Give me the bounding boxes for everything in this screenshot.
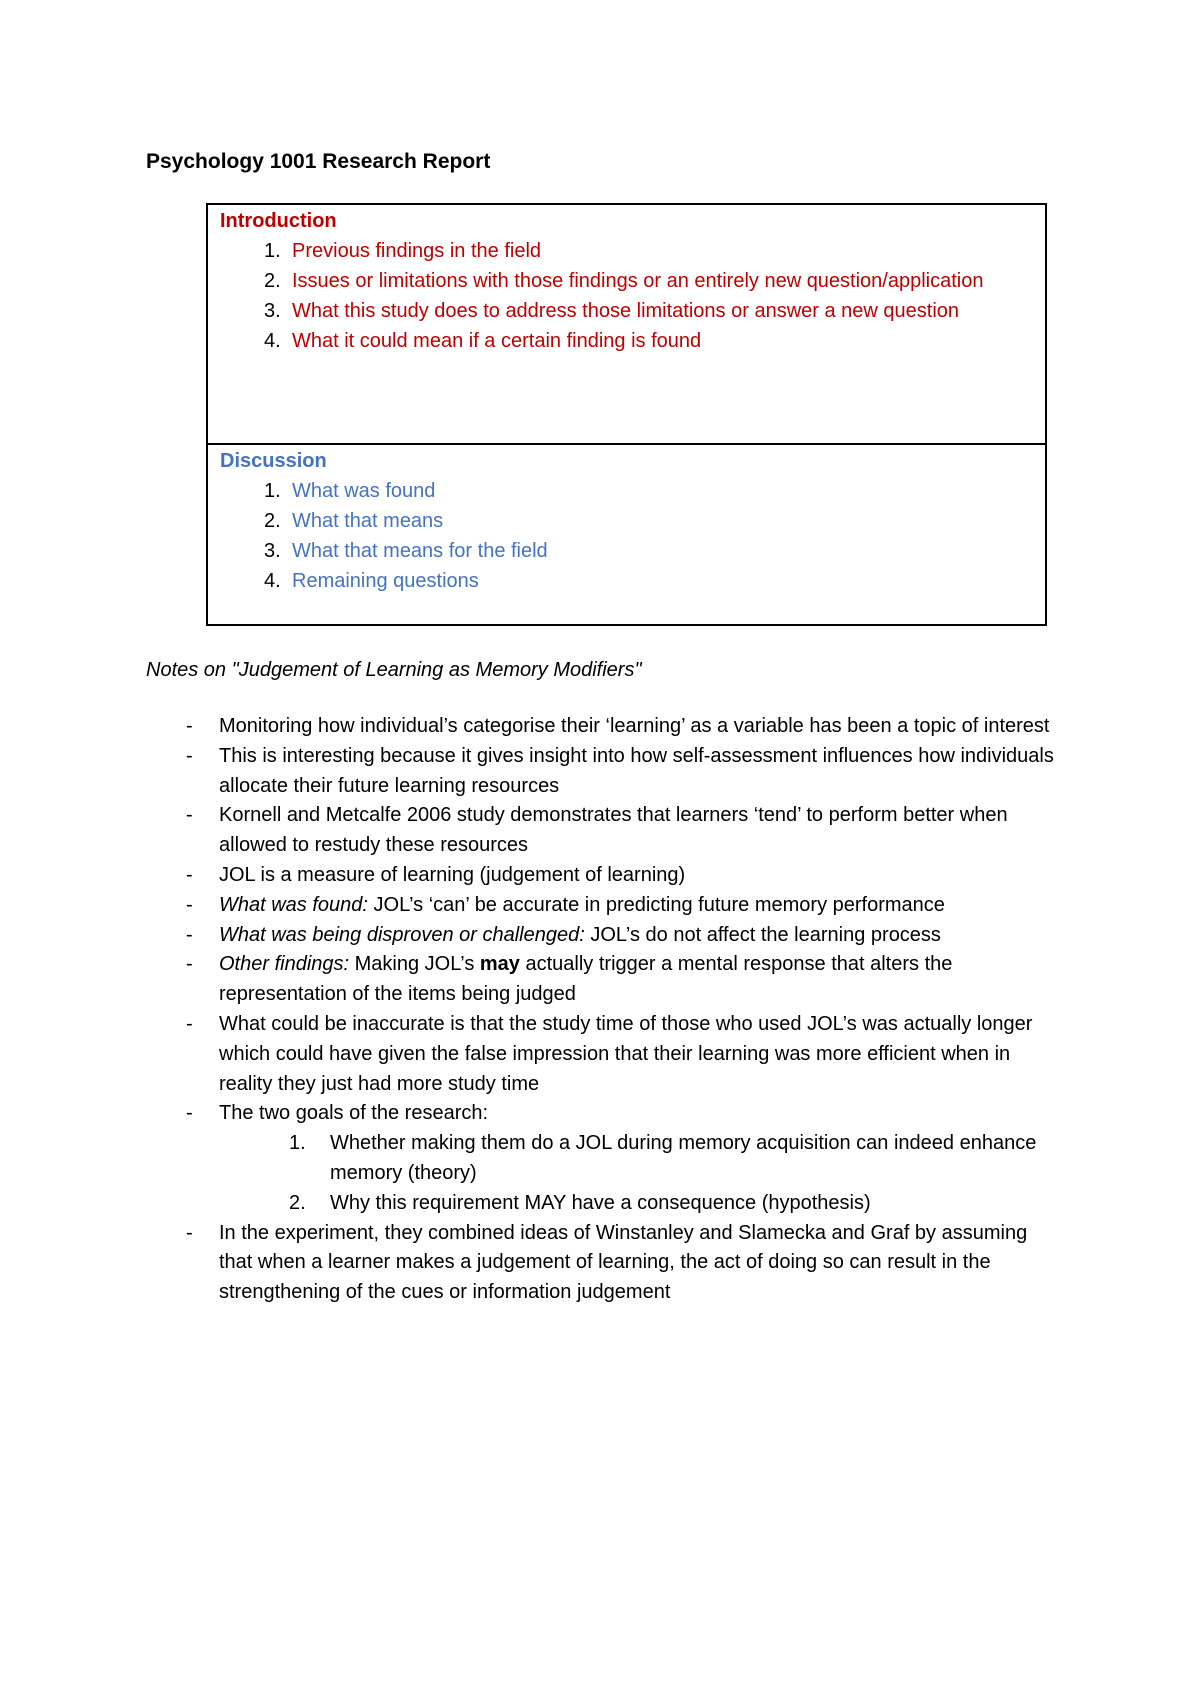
list-number: 1. [264,240,281,262]
note-item [146,1010,1066,1099]
note-label: What was found: [219,893,368,916]
list-text: What was found [292,480,436,502]
dash-bullet: - [186,893,193,916]
note-item [146,1099,1066,1218]
dash-bullet: - [186,863,193,886]
note-label: Other findings: [219,953,350,976]
discussion-item [220,506,1031,536]
list-number: 4. [264,570,281,592]
discussion-heading: Discussion [220,450,327,472]
note-text: Kornell and Metcalfe 2006 study demonstrates that learners ‘tend’ to perform better when allowed to restudy these resources [219,804,1008,857]
introduction-box [206,203,1047,445]
note-item [146,861,1066,891]
dash-bullet: - [186,1221,193,1244]
goals-list [219,1129,1066,1218]
note-item [146,742,1066,802]
note-text: actually trigger a mental response that alters the representation of the items being judged [219,953,953,1006]
dash-bullet: - [186,1102,193,1125]
note-text: Making JOL’s [349,953,480,976]
list-number: 1. [264,480,281,502]
note-text: JOL is a measure of learning (judgement of learning) [219,863,686,886]
discussion-item [220,536,1031,566]
introduction-item [220,326,1031,356]
dash-bullet: - [186,1012,193,1035]
introduction-list [220,236,1031,356]
note-item [146,891,1066,921]
list-text: Previous findings in the field [292,240,542,262]
document-title: Psychology 1001 Research Report [146,150,491,173]
introduction-item [220,236,1031,266]
discussion-item [220,566,1031,596]
note-text: What could be inaccurate is that the study time of those who used JOL’s was actually longer which could have given the false impression that their learning was more efficient when in reality they just had more study time [219,1012,1033,1095]
discussion-item [220,476,1031,506]
note-text: JOL’s ‘can’ be accurate in predicting future memory performance [367,893,945,916]
note-item [146,712,1066,742]
note-item [146,1219,1066,1308]
note-text: Monitoring how individual’s categorise their ‘learning’ as a variable has been a topic of interest [219,715,1050,737]
note-text: The two goals of the research: [219,1102,489,1125]
note-text: This is interesting because it gives insight into how self-assessment influences how individuals allocate their future learning resources [219,744,1054,797]
note-text: JOL’s do not affect the learning process [584,923,941,946]
list-text: What it could mean if a certain finding is found [292,330,702,352]
list-number: 2. [264,510,281,532]
list-number: 1. [289,1132,306,1155]
list-number: 4. [264,330,281,352]
dash-bullet: - [186,923,193,946]
list-text: Remaining questions [292,570,479,592]
note-item [146,921,1066,951]
list-number: 3. [264,300,281,322]
list-number: 3. [264,540,281,562]
introduction-heading: Introduction [220,210,337,232]
dash-bullet: - [186,953,193,976]
dash-bullet: - [186,715,193,737]
list-text: Issues or limitations with those findings or an entirely new question/application [292,270,984,292]
list-number: 2. [264,270,281,292]
goal-text: Why this requirement MAY have a consequence (hypothesis) [330,1191,871,1214]
goal-item [219,1129,1066,1189]
notes-list [146,712,1066,1308]
list-text: What that means for the field [292,540,548,562]
list-number: 2. [289,1191,306,1214]
dash-bullet: - [186,804,193,827]
note-text: In the experiment, they combined ideas of Winstanley and Slamecka and Graf by assuming that when a learner makes a judgement of learning, the act of doing so can result in the strengthening of the cues or information judgement [219,1221,1028,1304]
introduction-item [220,266,1031,296]
note-label: What was being disproven or challenged: [219,923,585,946]
list-text: What this study does to address those limitations or answer a new question [292,300,960,322]
note-emphasis: may [479,953,520,976]
list-text: What that means [292,510,444,532]
discussion-list [220,476,1031,596]
introduction-item [220,296,1031,326]
note-item [146,950,1066,1010]
notes-title: Notes on "Judgement of Learning as Memory Modifiers" [146,659,642,681]
note-item [146,801,1066,861]
goal-item [219,1189,1066,1219]
dash-bullet: - [186,744,193,767]
discussion-box [206,443,1047,626]
goal-text: Whether making them do a JOL during memory acquisition can indeed enhance memory (theory) [330,1132,1037,1184]
